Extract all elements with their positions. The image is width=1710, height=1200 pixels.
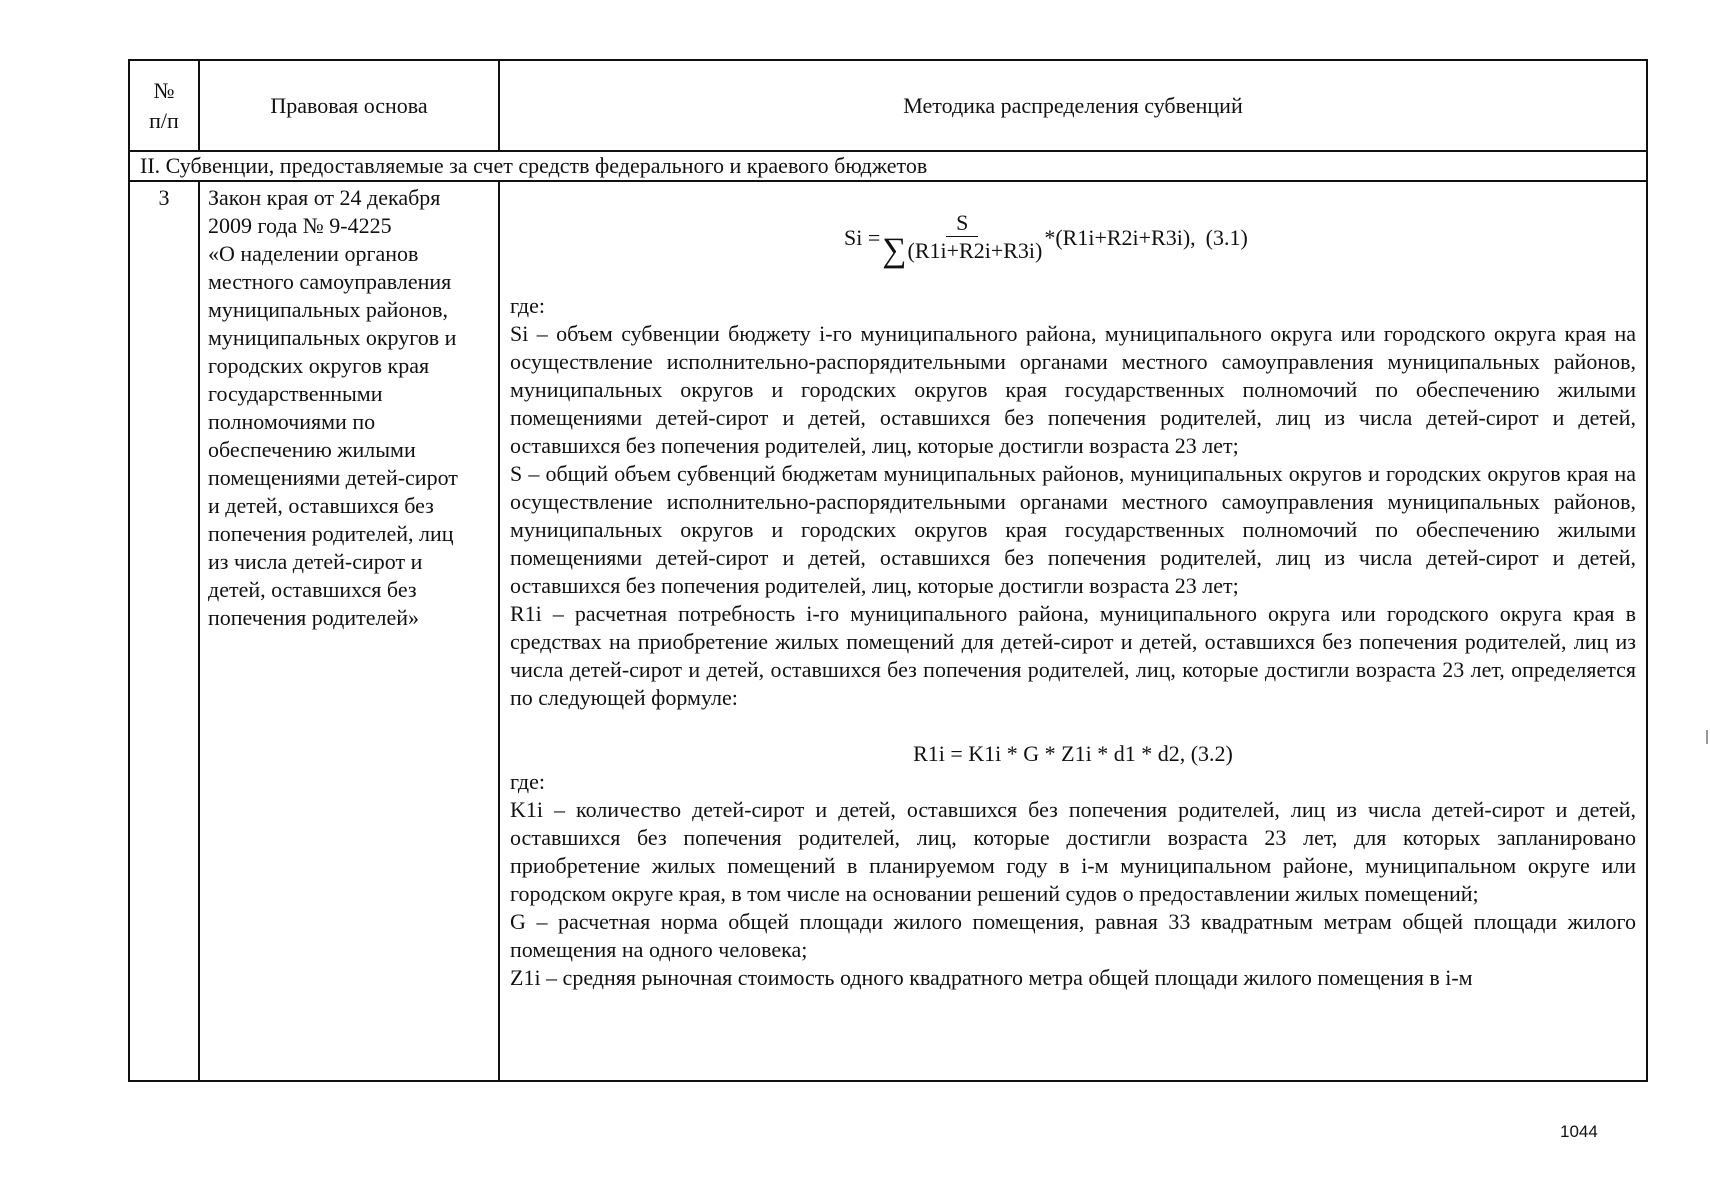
basis-line: 2009 года № 9-4225 (208, 213, 392, 238)
definition-s: S – общий объем субвенций бюджетам муниципальных районов, муниципальных округов и городских округов края на осуществление исполнительно-распорядительными органами местного самоуправления муниципальных районов, муниципальных округов и городских округов края государственных полномочий по обеспечению жилыми помещениями детей-сирот и детей, оставшихся без попечения родителей, лиц из числа детей-сирот и детей, оставшихся без попечения родителей, лиц, которые достигли возраста 23 лет; (510, 461, 1636, 598)
basis-line: «О наделении органов (208, 241, 419, 266)
where-label: где: (510, 293, 545, 318)
formula-3-2: R1i = K1i * G * Z1i * d1 * d2, (3.2) (913, 741, 1233, 766)
definition-r1i: R1i – расчетная потребность i-го муниципального района, муниципального округа или городского округа края в средствах на приобретение жилых помещений для детей-сирот и детей, оставшихся без попечения родителей, лиц из числа детей-сирот и детей, оставшихся без попечения родителей, лиц, которые достигли возраста 23 лет, определяется по следующей формуле: (510, 601, 1636, 710)
formula-label: (3.1) (1205, 224, 1248, 250)
basis-line: детей, оставшихся без (208, 577, 417, 602)
basis-line: полномочиями по (208, 409, 376, 434)
basis-line: из числа детей-сирот и (208, 549, 423, 574)
header-legal-basis: Правовая основа (199, 60, 499, 151)
methodology-table (128, 59, 1648, 1082)
header-number-line: п/п (149, 107, 179, 133)
basis-line: попечения родителей» (208, 605, 419, 630)
formula-lhs: Si = (844, 224, 881, 250)
definition-k1i: K1i – количество детей-сирот и детей, оставшихся без попечения родителей, лиц из числа детей-сирот и детей, оставшихся без попечения родителей, лиц, которые достигли возраста 23 лет, для которых запланировано приобретение жилых помещений в планируемом году в i-м муниципальном районе, муниципальном округе или городском округе края, в том числе на основании решений судов о предоставлении жилых помещений; (510, 797, 1636, 906)
formula-denominator: (R1i+R2i+R3i) (907, 238, 1043, 263)
formula-numerator: S (946, 210, 978, 237)
legal-basis-cell (199, 181, 499, 1081)
definition-si: Si – объем субвенции бюджету i-го муниципального района, муниципального округа или городского округа края на осуществление исполнительно-распорядительными органами местного самоуправления муниципальных районов, муниципальных округов и городских округов края государственных полномочий по обеспечению жилыми помещениями детей-сирот и детей, оставшихся без попечения родителей, лиц из числа детей-сирот и детей, оставшихся без попечения родителей, лиц, которые достигли возраста 23 лет; (510, 321, 1636, 458)
basis-line: муниципальных округов и (208, 325, 457, 350)
section-title: II. Субвенции, предоставляемые за счет средств федерального и краевого бюджетов (129, 151, 1647, 181)
basis-line: Закон края от 24 декабря (208, 185, 441, 210)
formula-fraction (882, 210, 1043, 269)
basis-line: местного самоуправления (208, 269, 452, 294)
formula-3-1 (510, 182, 1636, 292)
definition-g: G – расчетная норма общей площади жилого помещения, равная 33 квадратным метрам общей площади жилого помещения на одного человека; (510, 909, 1636, 962)
where-label: где: (510, 769, 545, 794)
basis-line: попечения родителей, лиц (208, 521, 454, 546)
basis-line: помещениями детей-сирот (208, 465, 458, 490)
header-number (129, 60, 199, 151)
header-number-line: № (153, 77, 175, 103)
table-header-row (129, 60, 1647, 151)
basis-line: обеспечению жилыми (208, 437, 416, 462)
basis-line: городских округов края (208, 353, 430, 378)
basis-line: и детей, оставшихся без (208, 493, 434, 518)
page-number: 1044 (1560, 1122, 1598, 1141)
header-methodology: Методика распределения субвенций (499, 60, 1647, 151)
basis-line: государственными (208, 381, 383, 406)
section-row (129, 151, 1647, 181)
table-row (129, 181, 1647, 1081)
basis-line: муниципальных районов, (208, 297, 449, 322)
definition-z1i: Z1i – средняя рыночная стоимость одного квадратного метра общей площади жилого помещения в i-м (510, 965, 1473, 990)
sigma-icon: ∑ (882, 232, 907, 269)
formula-rhs: *(R1i+R2i+R3i), (1044, 224, 1196, 250)
row-number: 3 (129, 181, 199, 1081)
scan-edge-mark (1706, 730, 1708, 744)
methodology-cell (499, 181, 1647, 1081)
